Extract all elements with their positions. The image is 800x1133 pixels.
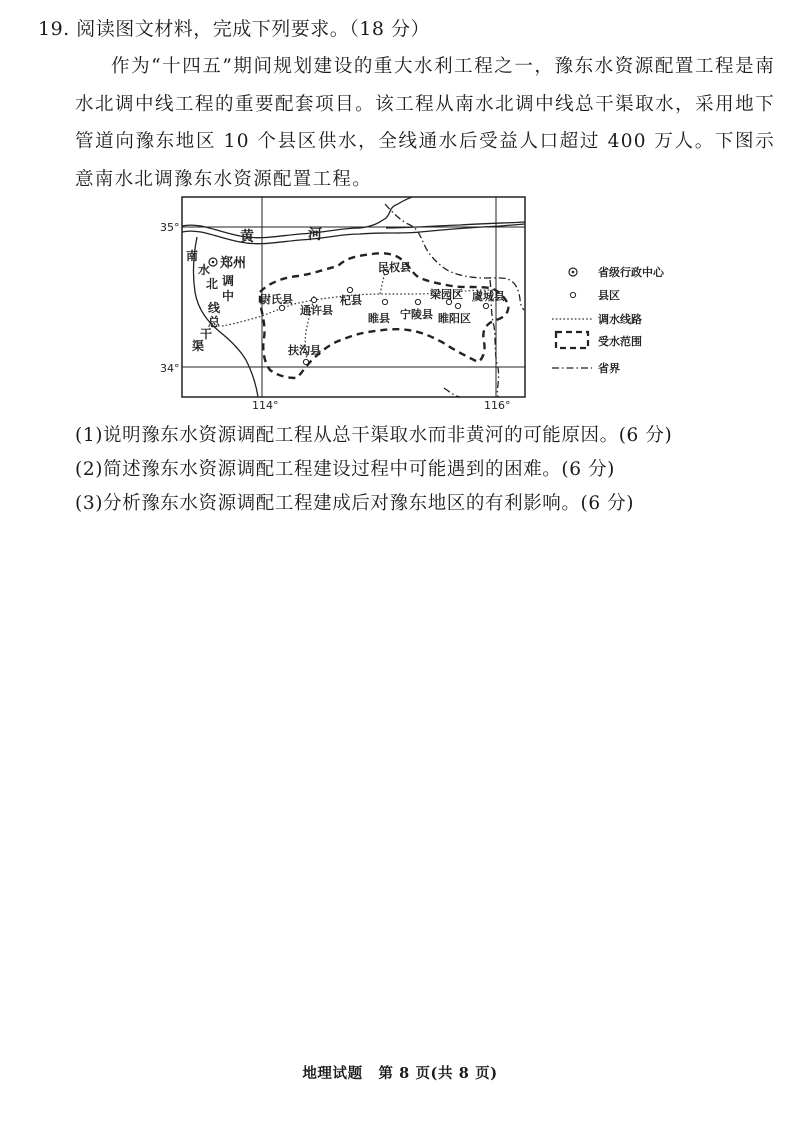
legend-county-icon bbox=[570, 292, 575, 297]
county-marker-suixian bbox=[382, 299, 387, 304]
place-suiyang: 睢阳区 bbox=[438, 312, 471, 325]
canal-char-9: 渠 bbox=[192, 339, 205, 353]
legend-capital-icon-dot bbox=[572, 271, 575, 274]
county-marker-tongxu bbox=[311, 297, 316, 302]
legend-route-label: 调水线路 bbox=[598, 313, 642, 326]
legend-boundary-label: 省界 bbox=[598, 362, 620, 375]
canal-char-3: 北 bbox=[206, 277, 219, 291]
lon-label-116: 116° bbox=[484, 399, 511, 412]
legend-county-label: 县区 bbox=[598, 289, 620, 302]
canal-char-2: 水 bbox=[198, 263, 211, 277]
question-title: 19. 阅读图文材料，完成下列要求。（18 分） bbox=[38, 18, 430, 40]
place-liangyuan: 梁园区 bbox=[430, 288, 463, 301]
sub-question-2: (2)简述豫东水资源调配工程建设过程中可能遇到的困难。(6 分) bbox=[75, 459, 615, 480]
map-svg bbox=[160, 192, 700, 414]
province-boundary-south bbox=[444, 388, 460, 397]
lat-label-35: 35° bbox=[160, 221, 180, 234]
place-suixian: 睢县 bbox=[368, 312, 390, 325]
place-tongxu: 通许县 bbox=[300, 304, 333, 317]
canal-char-8: 干 bbox=[200, 327, 213, 341]
place-yucheng: 虞城县 bbox=[472, 290, 505, 303]
county-marker-fugou bbox=[303, 359, 308, 364]
canal-char-4: 调 bbox=[222, 274, 235, 288]
county-marker-ningling bbox=[415, 299, 420, 304]
place-zhengzhou: 郑州 bbox=[220, 256, 247, 271]
place-weishi: 尉氏县 bbox=[260, 293, 293, 306]
footer-subject: 地理试题 bbox=[302, 1065, 363, 1082]
canal-char-5: 中 bbox=[222, 289, 235, 303]
sub-question-list bbox=[75, 419, 775, 521]
passage-text: 作为“十四五”期间规划建设的重大水利工程之一，豫东水资源配置工程是南水北调中线工程的重要配套项目。该工程从南水北调中线总干渠取水，采用地下管道向豫东地区 10 个县区供水，全线通水后受益人口超过 400 万人。下图示意南水北调豫东水资源配置工程。 bbox=[75, 56, 775, 190]
page-footer bbox=[0, 1062, 800, 1083]
river-label-huang: 黄 bbox=[240, 229, 254, 245]
place-minquan: 民权县 bbox=[378, 261, 411, 274]
sub-question-3: (3)分析豫东水资源调配工程建成后对豫东地区的有利影响。(6 分) bbox=[75, 493, 635, 514]
place-qixian: 杞县 bbox=[340, 294, 362, 307]
footer-page-number: 第 8 页(共 8 页) bbox=[378, 1065, 498, 1082]
county-marker-suiyang bbox=[455, 303, 460, 308]
legend-area-label: 受水范围 bbox=[598, 335, 642, 348]
capital-marker-zhengzhou-dot bbox=[212, 261, 215, 264]
map-figure bbox=[160, 192, 700, 414]
canal-char-7: 总 bbox=[208, 315, 221, 329]
county-marker-yucheng bbox=[483, 303, 488, 308]
river-label-he: 河 bbox=[308, 227, 322, 243]
yellow-river-bank-north bbox=[182, 197, 412, 238]
legend-area-icon bbox=[556, 332, 588, 348]
county-marker-qixian bbox=[347, 287, 352, 292]
canal-char-6: 线 bbox=[208, 301, 221, 315]
map-legend bbox=[552, 265, 665, 375]
canal-char-1: 南 bbox=[186, 249, 199, 263]
place-ningling: 宁陵县 bbox=[400, 308, 433, 321]
sub-question-1: (1)说明豫东水资源调配工程从总干渠取水而非黄河的可能原因。(6 分) bbox=[75, 425, 673, 446]
county-marker-weishi bbox=[279, 305, 284, 310]
lat-label-34: 34° bbox=[160, 362, 180, 375]
legend-capital-label: 省级行政中心 bbox=[598, 266, 664, 279]
lon-label-114: 114° bbox=[252, 399, 279, 412]
place-fugou: 扶沟县 bbox=[288, 344, 321, 357]
